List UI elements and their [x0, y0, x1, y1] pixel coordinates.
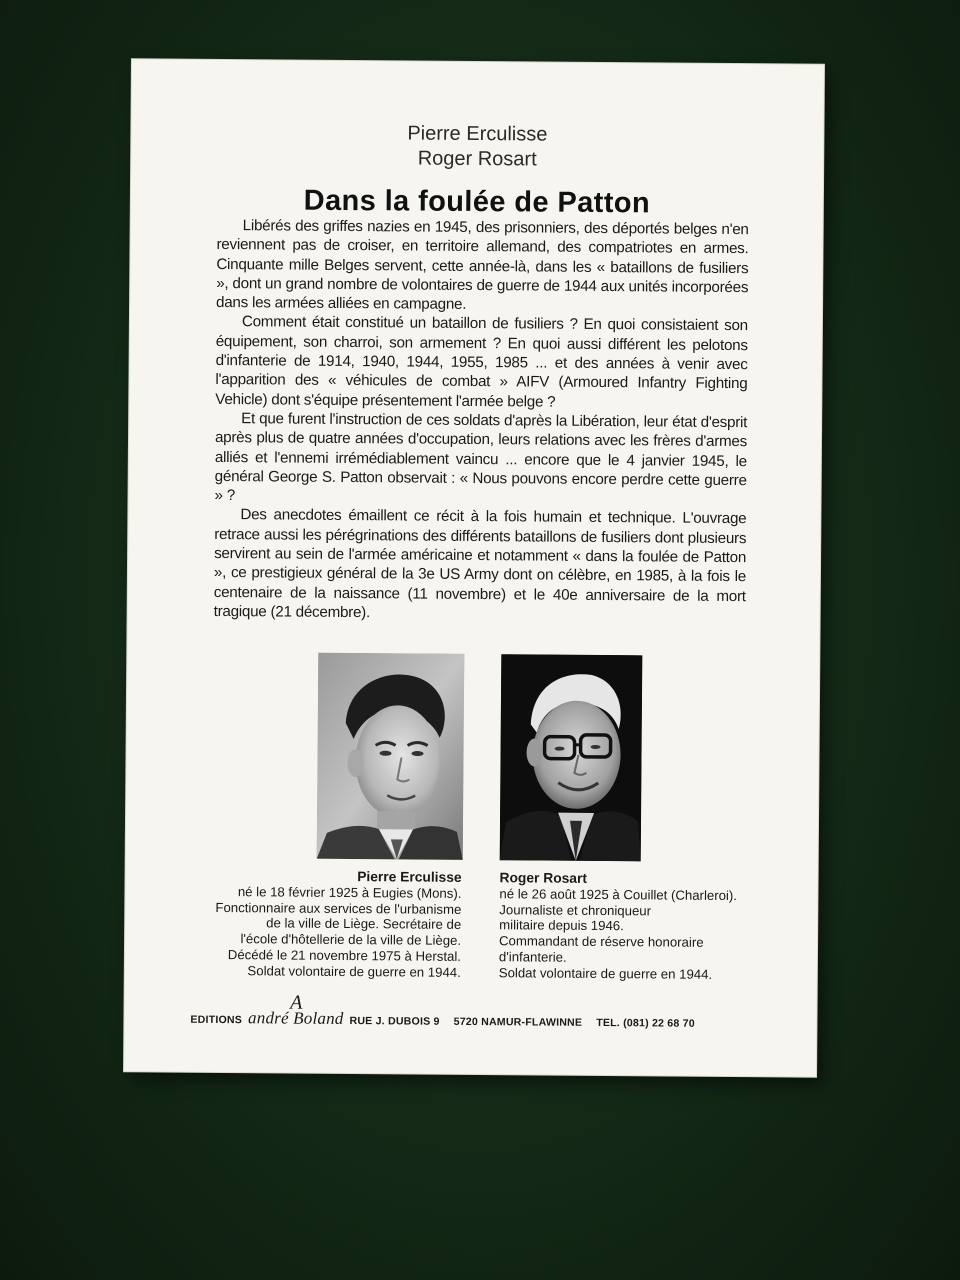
author-1: Pierre Erculisse — [407, 122, 548, 146]
publisher-city: 5720 NAMUR-FLAWINNE — [453, 1015, 583, 1029]
bio-line: Journaliste et chroniqueur — [499, 901, 652, 918]
publisher-editions: EDITIONS — [190, 1013, 243, 1027]
bio-line: d'infanterie. — [498, 949, 567, 965]
author-2-bio — [499, 870, 770, 983]
bio-line: l'école d'hôtellerie de la ville de Liège. — [240, 931, 462, 949]
bio-line: militaire depuis 1946. — [499, 917, 624, 934]
blurb-paragraph: Libérés des griffes nazies en 1945, des prisonniers, des déportés belges n'en reviennent pas de croiser, en territoire allemand, des compatriotes en armes. Cinquante mille Belges servent, cette année-là, dans les « bataillons de fusiliers », dont un grand nombre de volontaires de guerre de 1944 aux unités incorporées dans les armées alliées en campagne. — [216, 217, 749, 314]
publisher-address: RUE J. DUBOIS 9 — [349, 1015, 440, 1028]
blurb-paragraph: Comment était constitué un bataillon de fusiliers ? En quoi consistaient son équipement, son charroi, son armement ? En quoi aussi différent les pelotons d'infanterie de 1914, 1940, 1944, 1955, 1985 ... et des années à venir avec l'apparition des « véhicules de combat » AIFV (Armoured Infantry Fighting Vehicle) dont s'équipe présentement l'armée belge ? — [215, 313, 748, 411]
book-back-cover — [124, 59, 824, 1076]
bio-line: Décédé le 21 novembre 1975 à Herstal. — [227, 947, 462, 964]
publisher-logo — [248, 991, 344, 1029]
bio-line: né le 18 février 1925 à Eugies (Mons). — [237, 883, 462, 901]
portrait-older-man — [500, 654, 643, 861]
bio-line: de la ville de Liège. Secrétaire de — [266, 915, 462, 933]
author-1-bio — [195, 868, 462, 981]
blurb-text — [214, 216, 749, 625]
bio-name: Roger Rosart — [499, 870, 588, 886]
bio-line: Soldat volontaire de guerre en 1944. — [498, 964, 713, 982]
authors — [131, 119, 823, 174]
bio-line: né le 26 août 1925 à Couillet (Charleroi). — [499, 886, 738, 903]
publisher-line — [190, 991, 780, 1033]
publisher-logo-text: andré Boland — [248, 1008, 344, 1028]
author-2-photo — [500, 654, 643, 861]
bio-line: Fonctionnaire aux services de l'urbanisme — [215, 899, 462, 917]
bio-line: Commandant de réserve honoraire — [499, 933, 704, 951]
bio-name: Pierre Erculisse — [357, 869, 462, 885]
book-title: Dans la foulée de Patton — [303, 184, 651, 220]
blurb-paragraph: Et que furent l'instruction de ces soldats d'après la Libération, leur état d'esprit après plus de quatre années d'occupation, leurs relations avec les frères d'armes alliés et l'ennemi irrémédiablement vaincu ... encore que le 4 janvier 1945, le général George S. Patton observait : « Nous pouvons encore perdre cette guerre » ? — [214, 410, 748, 505]
publisher-phone: TEL. (081) 22 68 70 — [596, 1016, 695, 1030]
blurb-paragraph: Des anecdotes émaillent ce récit à la fois humain et technique. L'ouvrage retrace aussi les pérégrinations des différents bataillons de fusiliers dont plusieurs servirent au sein de l'armée américaine et notamment « dans la foulée de Patton », ce prestigieux général de la 3e US Army dont on célèbre, en 1985, à la fois le centenaire de la naissance (11 novembre) et le 40e anniversaire de la mort tragique (21 décembre). — [213, 506, 747, 622]
author-1-photo — [317, 653, 465, 860]
portrait-young-man — [317, 653, 465, 860]
publisher-monogram: A — [290, 991, 303, 1014]
bio-line: Soldat volontaire de guerre en 1944. — [247, 963, 461, 980]
author-2: Roger Rosart — [417, 147, 537, 171]
